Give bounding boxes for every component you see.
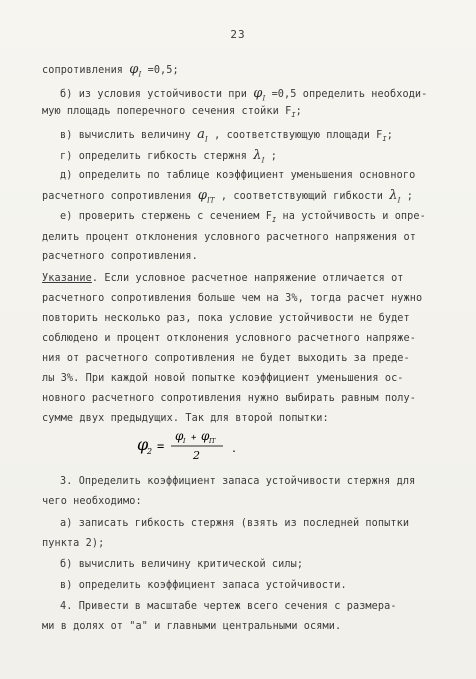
lambda-symbol: $\lambda_I$ [253, 148, 265, 165]
formula-lhs-sub: 2 [147, 447, 153, 456]
text-fragment: на устойчивость и опре- [282, 211, 426, 222]
text-line-20: чего необходимо: [42, 496, 142, 507]
text-fragment: ; [406, 191, 413, 202]
lambda-symbol: $\lambda_I$ [389, 188, 401, 205]
subscript: I [382, 135, 387, 144]
note-heading: Указание [42, 273, 92, 284]
text-line-4 [60, 127, 393, 144]
subscript: I [291, 111, 296, 120]
text-fragment: г) определить гибкость стержня [60, 151, 248, 162]
text-line-19: 3. Определить коэффициент запаса устойчивости стержня для [60, 476, 416, 487]
text-line-2 [60, 86, 427, 103]
text-fragment: ; [386, 130, 393, 141]
text-line-10: расчетного сопротивления. [42, 251, 198, 262]
text-line-5 [60, 148, 277, 165]
formula-lhs: φ [137, 435, 149, 454]
text-fragment: =0,5 определить необходи- [271, 89, 428, 100]
text-line-16: лы 3%. При каждой новой попытке коэффициент уменьшения ос- [42, 373, 404, 384]
formula-num-a-sub: I [183, 438, 186, 445]
text-line-11 [42, 273, 404, 284]
text-line-17: новного расчетного сопротивления нужно выбирать равным полу- [42, 393, 417, 404]
text-line-15: ния от расчетного сопротивления не будет выходить за преде- [42, 353, 410, 364]
phi-symbol: $\varphi_I$ [253, 86, 266, 103]
text-line-14: соблюдено и процент отклонения условного расчетного напряже- [42, 333, 417, 344]
formula-num-a: φ [175, 429, 184, 443]
text-line-24: в) определить коэффициент запаса устойчивости. [60, 580, 347, 591]
text-fragment: расчетного сопротивления [42, 191, 192, 202]
text-line-8 [60, 211, 426, 224]
phi-symbol: $\varphi_{IT}$ [197, 188, 215, 205]
text-fragment: сопротивления [42, 65, 124, 76]
formula-num-b: φ [201, 429, 210, 443]
text-line-22: пункта 2); [42, 538, 105, 549]
text-line-26: ми в долях от "а" и главными центральными осями. [42, 621, 342, 632]
formula-plus: + [191, 433, 197, 443]
text-fragment: ; [295, 106, 302, 117]
text-line-1 [42, 62, 179, 79]
page-number: 23 [230, 28, 246, 41]
text-line-9: делить процент отклонения условного расчетного напряжения от [42, 232, 417, 243]
text-fragment: . Если условное расчетное напряжение отличается от [91, 273, 404, 284]
text-line-25: 4. Привести в масштабе чертеж всего сечения с размера- [60, 601, 397, 612]
formula-num-b-sub: IT [209, 438, 216, 445]
alpha-symbol: $a_I$ [197, 127, 208, 144]
text-line-6: д) определить по таблице коэффициент уменьшения основного [60, 170, 416, 181]
text-fragment: , соответствующую площади F [214, 130, 383, 141]
text-line-18: сумме двух предыдущих. Так для второй попытки: [42, 413, 329, 424]
text-fragment: =0,5; [147, 65, 179, 76]
text-fragment: в) вычислить величину [60, 130, 191, 141]
subscript: I [271, 216, 277, 225]
phi-symbol: $\varphi_I$ [129, 62, 142, 79]
formula-denominator: 2 [193, 449, 200, 462]
formula-equals: = [157, 439, 165, 453]
text-fragment: мую площадь поперечного сечения стойки F [42, 106, 292, 117]
text-line-23: б) вычислить величину критической силы; [60, 559, 304, 570]
text-line-7 [42, 188, 413, 205]
text-fragment: е) проверить стержень с сечением F [60, 211, 272, 222]
text-line-3 [42, 106, 302, 119]
text-line-12: расчетного сопротивления больше чем на 3%, тогда расчет нужно [42, 293, 423, 304]
text-fragment: , соответствующий гибкости [220, 191, 383, 202]
text-line-21: а) записать гибкость стержня (взять из последней попытки [60, 518, 410, 529]
formula-phi2 [135, 428, 255, 462]
text-fragment: ; [270, 151, 277, 162]
text-fragment: б) из условия устойчивости при [60, 89, 248, 100]
text-line-13: повторить несколько раз, пока условие устойчивости не будет [42, 313, 410, 324]
formula-period: . [231, 444, 238, 455]
